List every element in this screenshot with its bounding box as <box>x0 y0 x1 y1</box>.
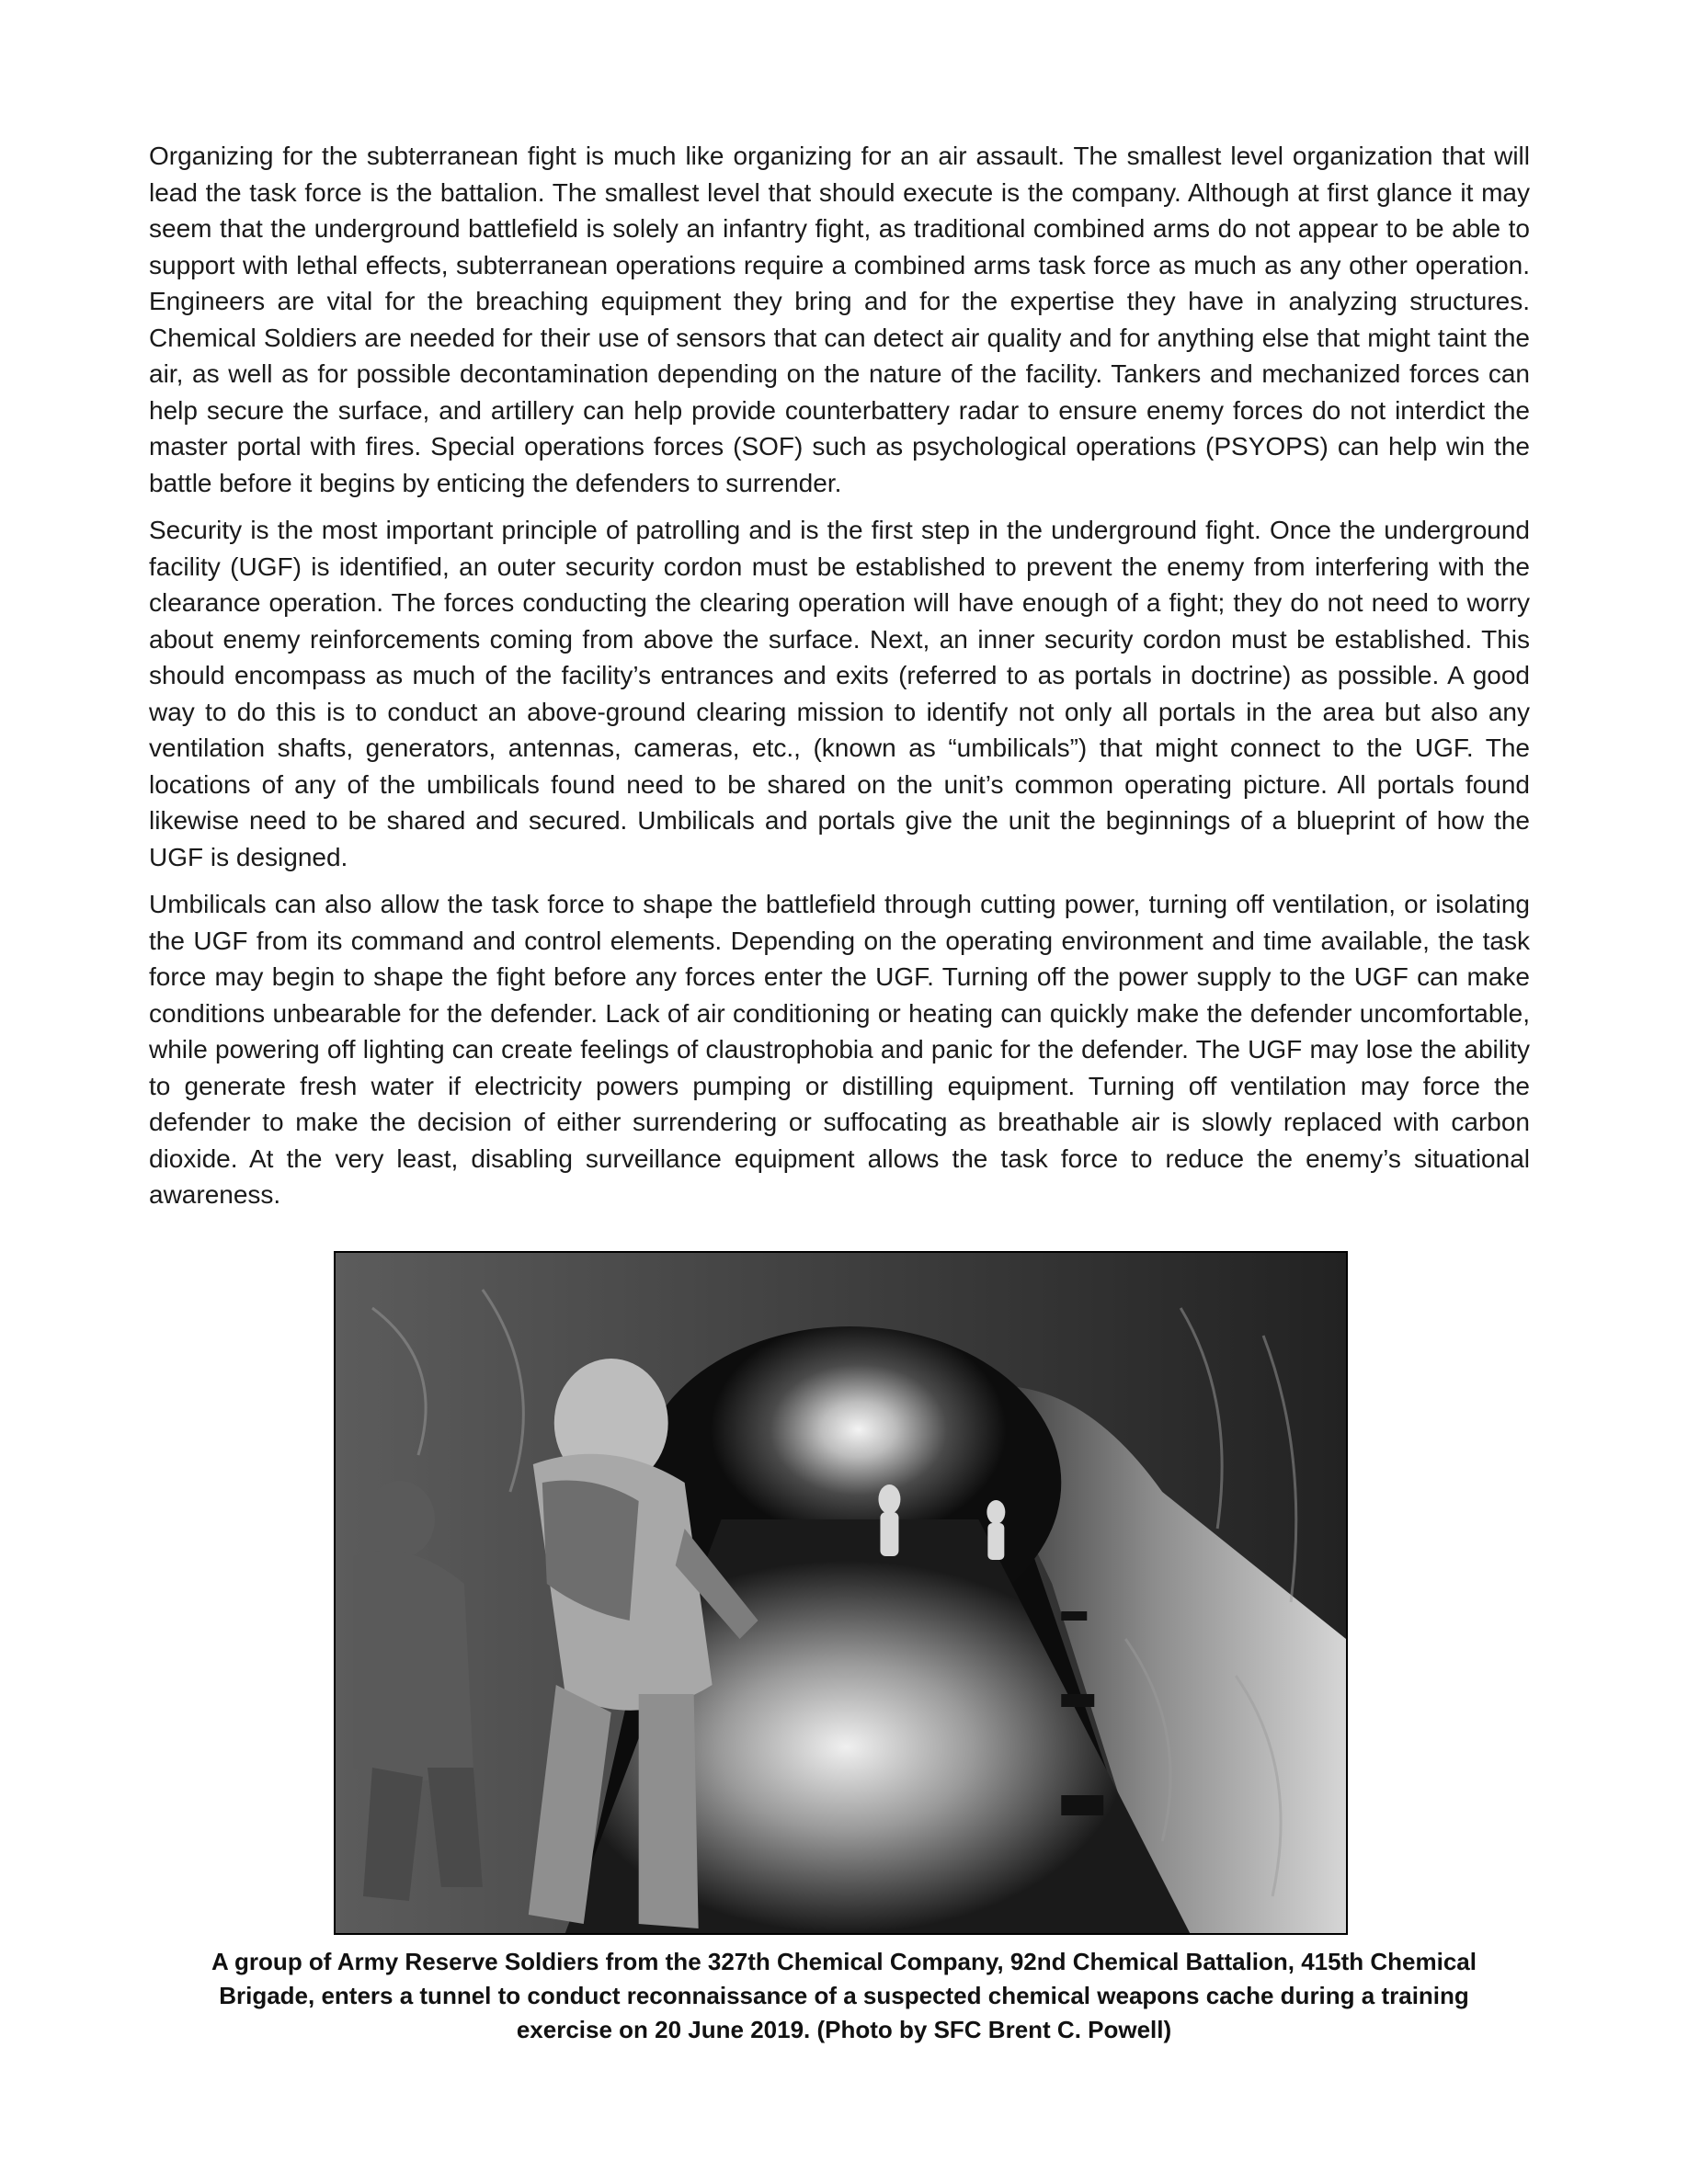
paragraph-security: Security is the most important principle of patrolling and is the first step in the underground fight. Once the underground facility (UGF) is identified, an outer security cordon must be established to prevent the enemy from interfering with the clearance operation. The forces conducting the clearing operation will have enough of a fight; they do not need to worry about enemy reinforcements coming from above the surface. Next, an inner security cordon must be established. This should encompass as much of the facility’s entrances and exits (referred to as portals in doctrine) as possible. A good way to do this is to conduct an above-ground clearing mission to identify not only all portals in the area but also any ventilation shafts, generators, antennas, cameras, etc., (known as “umbilicals”) that might connect to the UGF. The locations of any of the umbilicals found need to be shared on the unit’s common operating picture. All portals found likewise need to be shared and secured. Umbilicals and portals give the unit the beginnings of a blueprint of how the UGF is designed. <box>149 516 1530 871</box>
tunnel-photo <box>334 1251 1348 1935</box>
tunnel-photo-illustration <box>336 1253 1346 1933</box>
paragraph-umbilicals: Umbilicals can also allow the task force to shape the battlefield through cutting power, turning off ventilation, or isolating the UGF from its command and control elements. Depending on the operating environment and time available, the task force may begin to shape the fight before any forces enter the UGF. Turning off the power supply to the UGF can make conditions unbearable for the defender. Lack of air conditioning or heating can quickly make the defender uncomfortable, while powering off lighting can create feelings of claustrophobia and panic for the defender. The UGF may lose the ability to generate fresh water if electricity powers pumping or distilling equipment. Turning off ventilation may force the defender to make the decision of either surrendering or suffocating as breathable air is slowly replaced with carbon dioxide. At the very least, disabling surveillance equipment allows the task force to reduce the enemy’s situational awareness. <box>149 890 1530 1209</box>
article-body <box>149 138 1530 1224</box>
paragraph-organizing: Organizing for the subterranean fight is much like organizing for an air assault. The smallest level organization that will lead the task force is the battalion. The smallest level that should execute is the company. Although at first glance it may seem that the underground battlefield is solely an infantry fight, as traditional combined arms do not appear to be able to support with lethal effects, subterranean operations require a combined arms task force as much as any other operation. Engineers are vital for the breaching equipment they bring and for the expertise they have in analyzing structures. Chemical Soldiers are needed for their use of sensors that can detect air quality and for anything else that might taint the air, as well as for possible decontamination depending on the nature of the facility. Tankers and mechanized forces can help secure the surface, and artillery can help provide counterbattery radar to ensure enemy forces do not interdict the master portal with fires. Special operations forces (SOF) such as psychological operations (PSYOPS) can help win the battle before it begins by enticing the defenders to surrender. <box>149 142 1530 497</box>
figure-caption: A group of Army Reserve Soldiers from the 327th Chemical Company, 92nd Chemical Battalion, 415th Chemical Brigade, enters a tunnel to conduct reconnaissance of a suspected chemical weapons cache during a training exercise on 20 June 2019. (Photo by SFC Brent C. Powell) <box>211 1948 1477 2043</box>
